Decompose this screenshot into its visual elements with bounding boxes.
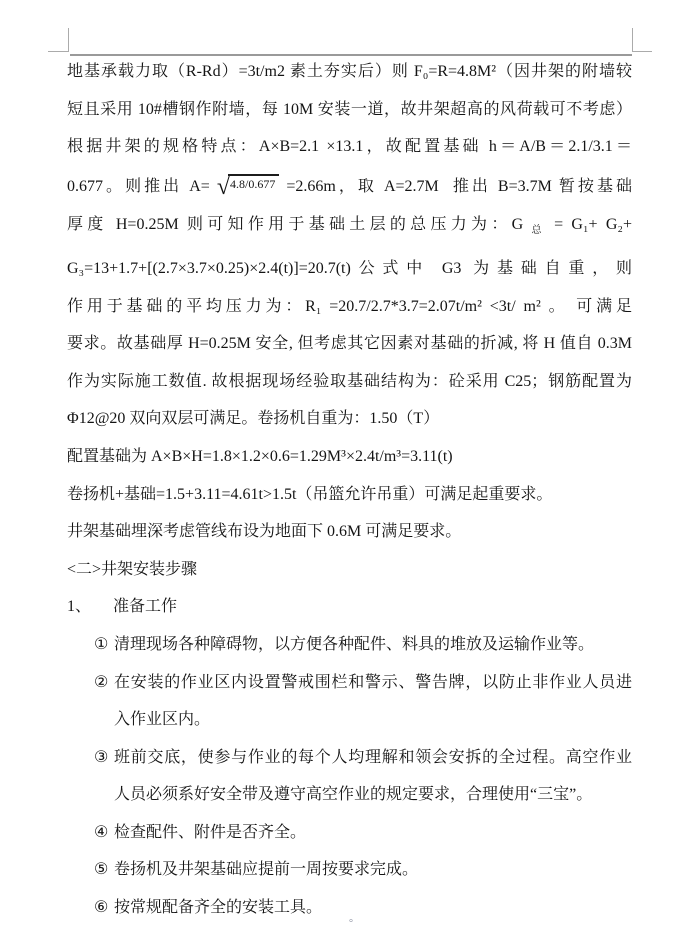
text-line: Φ12@20 双向双层可满足。卷扬机自重为：1.50（T） — [67, 410, 440, 428]
document-body — [67, 53, 632, 927]
step-title: 准备工作 — [113, 598, 178, 616]
item-text: 清理现场各种障碍物，以方便各种配件、料具的堆放及运输作业等。 — [114, 635, 595, 653]
text-boundary-left-horizontal — [48, 51, 68, 52]
numbered-list — [94, 626, 632, 927]
item-text: 在安装的作业区内设置警戒围栏和警示、警告牌，以防止非作业人员进 — [114, 673, 632, 691]
list-item — [94, 814, 632, 852]
footer-artifact: ° — [349, 918, 353, 929]
item-text: 卷扬机及井架基础应提前一周按要求完成。 — [114, 861, 419, 879]
g-total-prefix: 厚度 H=0.25M 则可知作用于基础土层的总压力为：G — [67, 216, 532, 234]
text-line: G₃=13+1.7+[(2.7×3.7×0.25)×2.4(t)]=20.7(t)公式中 G3 为基础自重，则 — [67, 259, 632, 277]
item-marker: ① — [94, 635, 109, 653]
g-total-subscript: 总 — [531, 225, 546, 237]
text-boundary-right-horizontal — [632, 51, 652, 52]
list-item — [94, 889, 632, 927]
paragraph-hoist-plus-foundation: 卷扬机+基础=1.5+3.11=4.61t>1.5t（吊篮允许吊重）可满足起重要求。 — [67, 485, 553, 503]
sqrt-prefix: 0.677。则推出 A= — [67, 177, 217, 195]
item-marker: ④ — [94, 823, 109, 841]
item-marker: ③ — [94, 748, 109, 766]
list-item — [94, 851, 632, 889]
paragraph-foundation-config: 配置基础为 A×B×H=1.8×1.2×0.6=1.29M³×2.4t/m³=3.11(t) — [67, 447, 453, 465]
sqrt-suffix: =2.66m，取 A=2.7M 推出 B=3.7M 暂按基础 — [279, 177, 632, 195]
item-marker: ⑥ — [94, 899, 109, 917]
text-line: 作为实际施工数值. 故根据现场经验取基础结构为：砼采用 C25；钢筋配置为 — [67, 372, 632, 390]
g-total-suffix: = G₁+ G₂+ — [545, 216, 632, 234]
item-text: 人员必须系好安全带及遵守高空作业的规定要求，合理使用“三宝”。 — [114, 786, 593, 804]
item-text: 班前交底，使参与作业的每个人均理解和领会安拆的全过程。高空作业 — [114, 748, 632, 766]
step-heading — [67, 588, 632, 626]
text-line-sqrt — [67, 166, 632, 207]
text-boundary-right-vertical — [632, 28, 633, 52]
text-line: 地基承载力取（R-Rd）=3t/m2 素土夯实后）则 F₀=R=4.8M²（因井架的附墙较 — [67, 63, 632, 80]
item-text: 按常规配备齐全的安装工具。 — [114, 899, 323, 917]
step-number: 1、 — [67, 598, 92, 616]
sqrt-radicand: 4.8/0.677 — [228, 174, 279, 191]
text-line: 作用于基础的平均压力为：R₁ =20.7/2.7*3.7=2.07t/m² <3t/ m² 。 可满足 — [67, 297, 632, 315]
list-item — [94, 664, 632, 739]
sqrt-radical-icon: √ — [216, 173, 228, 200]
item-text: 入作业区内。 — [114, 711, 211, 729]
text-line-gsub — [67, 206, 632, 250]
list-item — [94, 626, 632, 664]
paragraph-foundation-depth: 井架基础埋深考虑管线布设为地面下 0.6M 可满足要求。 — [67, 523, 462, 541]
list-item — [94, 739, 632, 814]
item-text: 检查配件、附件是否齐全。 — [114, 823, 307, 841]
text-line: 根据井架的规格特点：A×B=2.1 ×13.1，故配置基础 h＝A/B＝2.1/3.1＝ — [67, 138, 632, 156]
text-line: 短且采用 10#槽钢作附墙，每 10M 安装一道，故井架超高的风荷载可不考虑） — [67, 100, 632, 118]
section-heading: <二>井架安装步骤 — [67, 560, 198, 578]
text-boundary-left-vertical — [68, 28, 69, 52]
item-marker: ⑤ — [94, 861, 109, 879]
item-marker: ② — [94, 673, 109, 691]
text-line: 要求。故基础厚 H=0.25M 安全, 但考虑其它因素对基础的折减, 将 H 值自 0.3M — [67, 335, 632, 353]
